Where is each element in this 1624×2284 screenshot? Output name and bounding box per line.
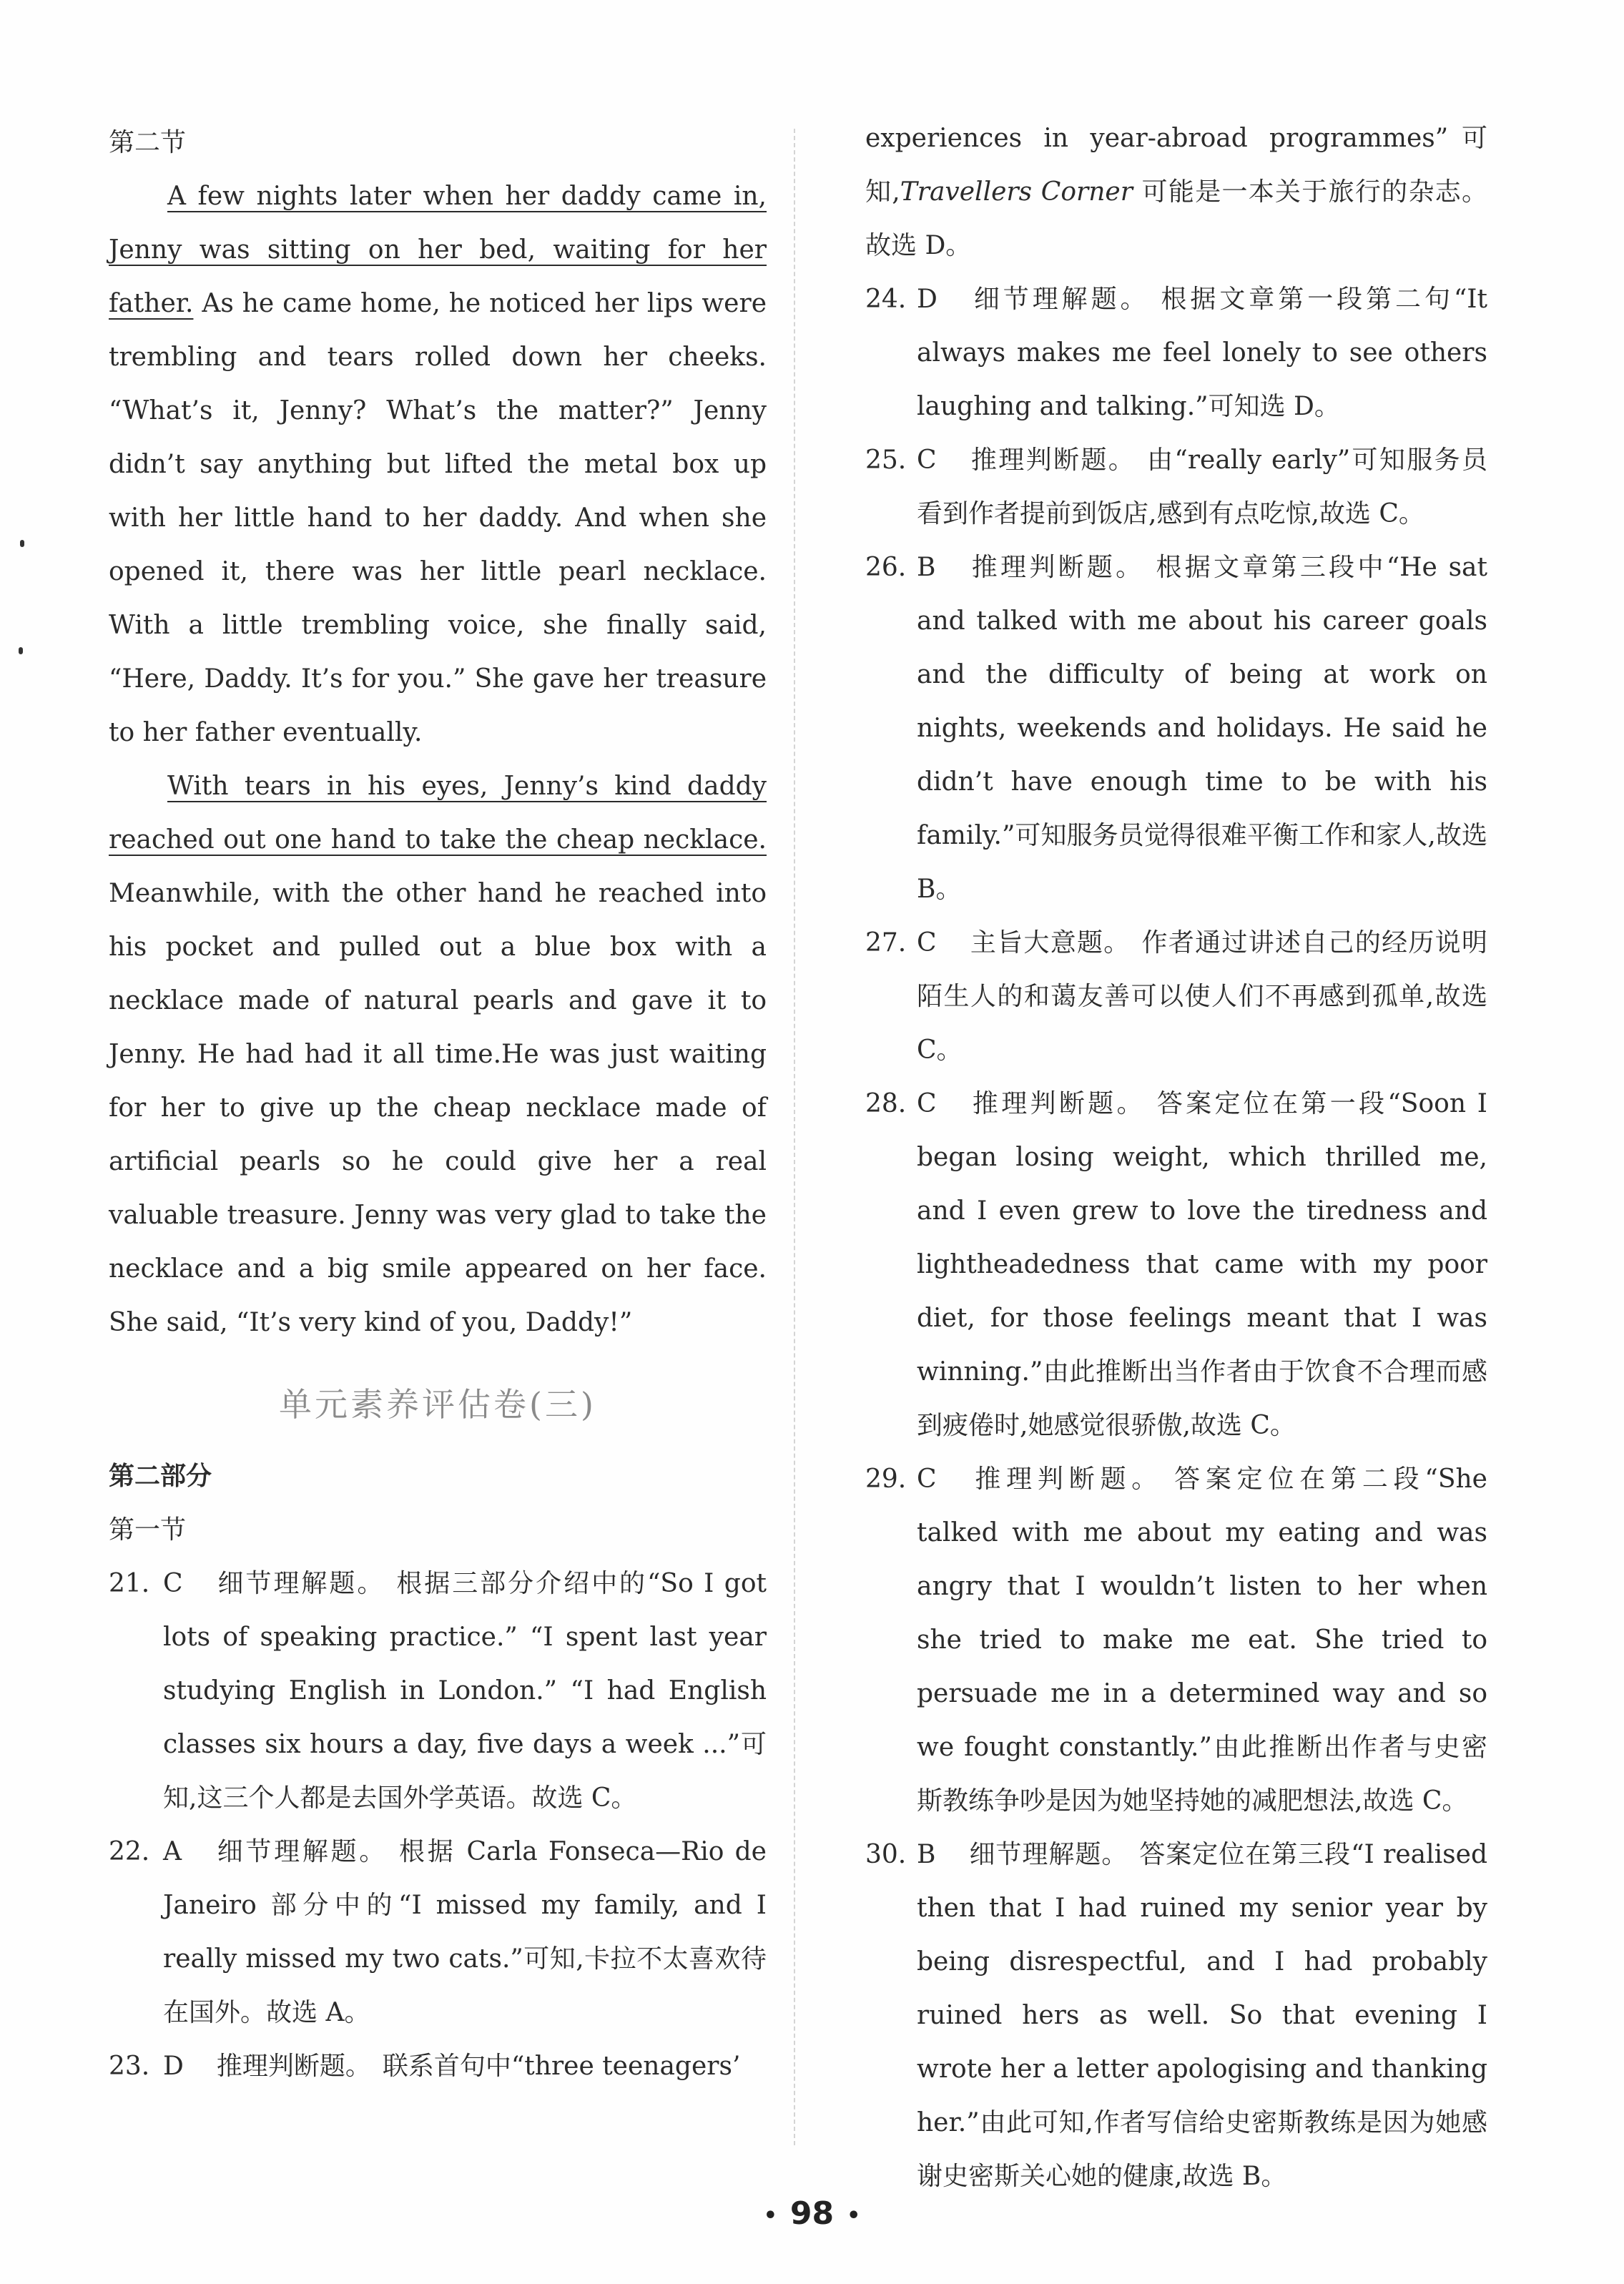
underlined-sentence-2: With tears in his eyes, Jenny’s kind daddy reached out one hand to take the cheap necklace. xyxy=(109,772,767,855)
answer-item-21 xyxy=(109,1557,767,1825)
item-answer: C xyxy=(917,928,937,958)
answer-item-22 xyxy=(109,1825,767,2039)
item-number: 26. xyxy=(865,553,907,582)
item-explanation: 根据 Carla Fonseca—Rio de Janeiro 部分中的“I missed my family, and I really missed my two cats.”可知,卡拉不太喜欢待在国外。故选 A。 xyxy=(163,1837,767,2027)
item-explanation: 根据三部分介绍中的“So I got lots of speaking practice.” “I spent last year studying English in London.” “I had English classes six hours a day, five days a week ...”可知,这三个人都是去国外学英语。故选 C。 xyxy=(163,1569,767,1813)
item-number: 27. xyxy=(865,928,907,958)
item-answer: B xyxy=(917,553,936,582)
item-explanation: 答案定位在第二段“She talked with me about my eating and was angry that I wouldn’t listen to her when she tried to make me eat. She tried to persuade me in a determined way and so we fought constantly.”由此推断出作者与史密斯教练争吵是因为她坚持她的减肥想法,故选 C。 xyxy=(917,1465,1487,1816)
passage-paragraph-1 xyxy=(109,169,767,759)
continuation-text: experiences in year-abroad programmes”可知, xyxy=(865,124,1487,207)
passage-paragraph-2 xyxy=(109,759,767,1349)
item-number: 30. xyxy=(865,1840,907,1869)
item-answer: B xyxy=(917,1840,936,1869)
paragraph-1-rest: As he came home, he noticed her lips were trembling and tears rolled down her cheeks. “What’s it, Jenny? What’s the matter?” Jenny didn’t say anything but lifted the metal box up with her little hand to her daddy. And when she opened it, there was her little pearl necklace. With a little trembling voice, she finally said, “Here, Daddy. It’s for you.” She gave her treasure to her father eventually. xyxy=(109,289,767,747)
item-answer: A xyxy=(163,1837,182,1866)
item-explanation: 答案定位在第三段“I realised then that I had ruined my senior year by being disrespectful, and I had probably ruined hers as well. So that evening I wrote her a letter apologising and thanking her.”由此可知,作者写信给史密斯教练是因为她感谢史密斯关心她的健康,故选 B。 xyxy=(917,1840,1487,2191)
column-divider xyxy=(794,129,795,2145)
answer-item-28 xyxy=(865,1077,1487,1452)
scan-speck-mark xyxy=(19,647,23,654)
item-type: 推理判断题。 xyxy=(216,2052,371,2081)
item-explanation: 根据文章第一段第二句“It always makes me feel lonely to see others laughing and talking.”可知选 D。 xyxy=(917,285,1487,421)
item-number: 24. xyxy=(865,285,907,314)
answer-item-27 xyxy=(865,916,1487,1077)
item-type: 细节理解题。 xyxy=(970,285,1150,314)
right-column xyxy=(865,112,1487,2203)
item-answer: C xyxy=(917,1465,937,1494)
item-number: 28. xyxy=(865,1089,907,1118)
answer-item-25 xyxy=(865,433,1487,541)
item-explanation: 由“really early”可知服务员看到作者提前到饭店,感到有点吃惊,故选 C。 xyxy=(917,446,1487,528)
left-column xyxy=(109,116,767,2093)
item-answer: C xyxy=(917,446,937,475)
answer-item-23 xyxy=(109,2039,767,2093)
item-type: 推理判断题。 xyxy=(969,446,1136,475)
item-explanation: 作者通过讲述自己的经历说明陌生人的和蔼友善可以使人们不再感到孤单,故选 C。 xyxy=(917,928,1487,1065)
magazine-title: Travellers Corner xyxy=(900,177,1133,207)
part-label: 第二部分 xyxy=(109,1461,212,1491)
item-number: 29. xyxy=(865,1465,907,1494)
item-type: 细节理解题。 xyxy=(215,1837,388,1866)
item-explanation: 根据文章第三段中“He sat and talked with me about his career goals and the difficulty of being at work on nights, weekends and holidays. He said he didn’t have enough time to be with his family.”可知服务员觉得很难平衡工作和家人,故选 B。 xyxy=(917,553,1487,904)
item-explanation: 联系首句中“three teenagers’ xyxy=(382,2052,741,2081)
item-number: 21. xyxy=(109,1569,150,1598)
item-type: 细节理解题。 xyxy=(215,1569,385,1598)
item-type: 细节理解题。 xyxy=(968,1840,1128,1869)
page-number xyxy=(0,2195,1624,2232)
section-label: 第二节 xyxy=(109,128,187,157)
item-answer: C xyxy=(917,1089,937,1118)
item-number: 25. xyxy=(865,446,907,475)
page-number-dot-left: • xyxy=(763,2202,777,2228)
paragraph-2-rest: Meanwhile, with the other hand he reached into his pocket and pulled out a blue box with a necklace made of natural pearls and gave it to Jenny. He had had it all time.He was just waiting for her to give up the cheap necklace made of artificial pearls so he could give her a real valuable treasure. Jenny was very glad to take the necklace and a big smile appeared on her face. She said, “It’s very kind of you, Daddy!” xyxy=(109,879,767,1337)
page-number-value: 98 xyxy=(789,2195,835,2232)
item-answer: C xyxy=(163,1569,183,1598)
underlined-sentence-1: A few nights later when her daddy came in, Jenny was sitting on her bed, waiting for her father. xyxy=(109,182,767,318)
answer-item-26 xyxy=(865,541,1487,916)
scan-speck-mark xyxy=(20,540,24,547)
section1-label: 第一节 xyxy=(109,1515,187,1545)
item-answer: D xyxy=(163,2052,184,2081)
item-type: 推理判断题。 xyxy=(969,1465,1163,1494)
answer-item-29 xyxy=(865,1452,1487,1828)
item-type: 推理判断题。 xyxy=(968,553,1145,582)
answer-item-24 xyxy=(865,272,1487,433)
page-number-dot-right: • xyxy=(847,2202,861,2228)
item-answer: D xyxy=(917,285,938,314)
unit-title: 单元素养评估卷(三) xyxy=(279,1385,596,1424)
item-type: 主旨大意题。 xyxy=(969,928,1131,958)
answer-item-30 xyxy=(865,1828,1487,2203)
item-23-continuation xyxy=(865,112,1487,272)
item-explanation: 答案定位在第一段“Soon I began losing weight, which thrilled me, and I even grew to love the tiredness and lightheadedness that came with my poor diet, for those feelings meant that I was winning.”由此推断出当作者由于饮食不合理而感到疲倦时,她感觉很骄傲,故选 C。 xyxy=(917,1089,1487,1440)
item-number: 22. xyxy=(109,1837,150,1866)
continuation-end: 可能是一本关于旅行的杂志。故选 D。 xyxy=(865,177,1487,260)
item-type: 推理判断题。 xyxy=(969,1089,1146,1118)
item-number: 23. xyxy=(109,2052,150,2081)
